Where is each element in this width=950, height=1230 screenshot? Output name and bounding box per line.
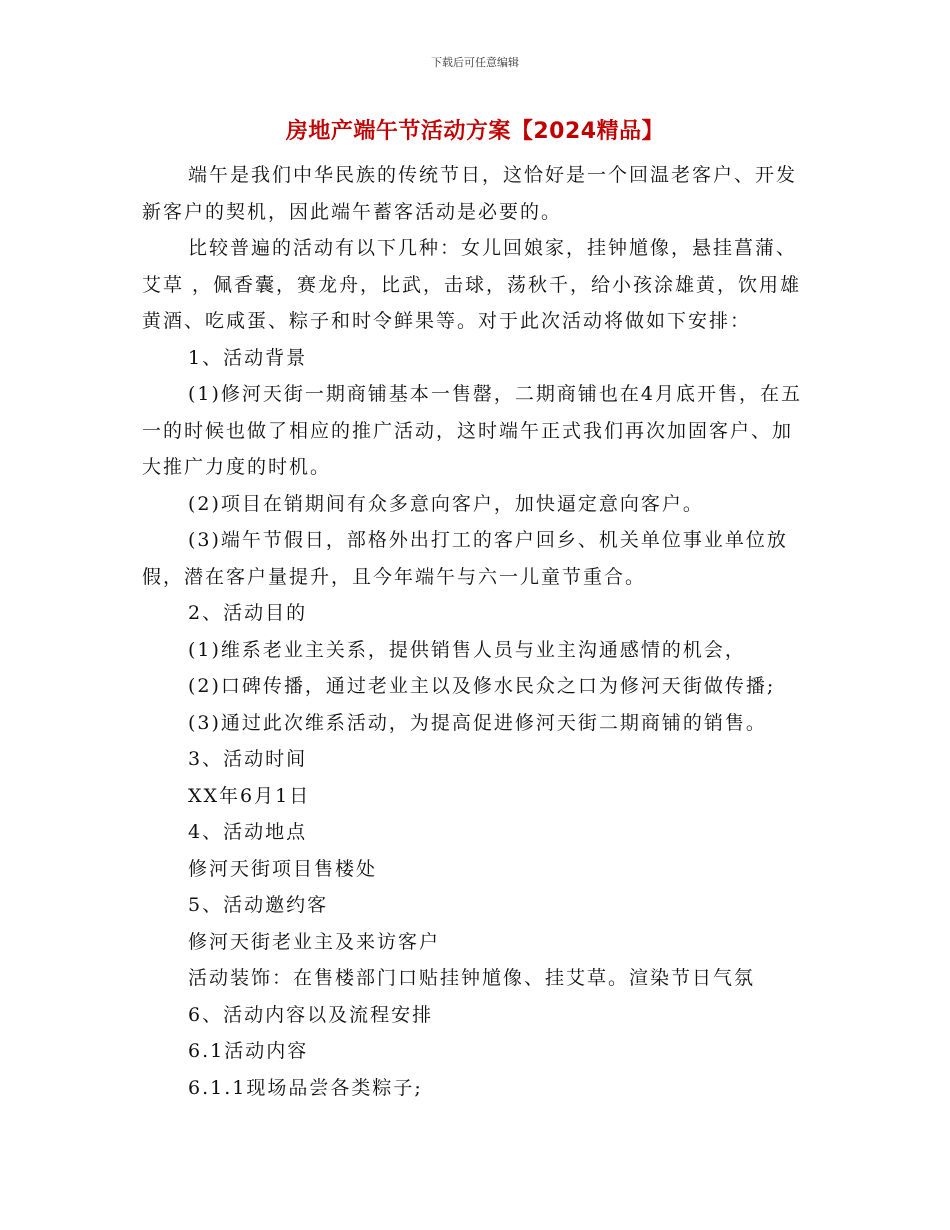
section-heading: 2、活动目的	[188, 602, 308, 624]
section-heading: 6、活动内容以及流程安排	[188, 1003, 434, 1026]
paragraph: 端午是我们中华民族的传统节日，这恰好是一个回温老客户、开发新客户的契机，因此端午蓄客活动是必要的。	[142, 164, 798, 223]
paragraph: (2)口碑传播，通过老业主以及修水民众之口为修河天街做传播;	[188, 675, 776, 697]
header-note: 下载后可任意编辑	[431, 56, 519, 69]
section-heading: 3、活动时间	[188, 748, 308, 770]
section-heading: 5、活动邀约客	[188, 894, 329, 916]
paragraph: (1)维系老业主关系，提供销售人员与业主沟通感情的机会，	[188, 638, 746, 661]
document-title: 房地产端午节活动方案【2024精品】	[285, 119, 665, 144]
paragraph: XX年6月1日	[188, 784, 311, 807]
paragraph: 比较普遍的活动有以下几种：女儿回娘家，挂钟馗像，悬挂菖蒲、艾草 ，佩香囊，赛龙舟，比武，击球，荡秋千，给小孩涂雄黄，饮用雄黄酒、吃咸蛋、粽子和时令鲜果等。对于此次活动将做如下安排：	[142, 237, 802, 332]
paragraph: (3)端午节假日，部格外出打工的客户回乡、机关单位事业单位放假，潜在客户量提升，且今年端午与六一儿童节重合。	[142, 529, 788, 588]
paragraph: (2)项目在销期间有众多意向客户，加快逼定意向客户。	[188, 492, 704, 515]
paragraph: 活动装饰：在售楼部门口贴挂钟馗像、挂艾草。渲染节日气氛	[188, 967, 756, 989]
sub-heading: 6.1活动内容	[188, 1040, 309, 1062]
paragraph: 修河天街老业主及来访客户	[188, 930, 441, 953]
document-body	[142, 157, 808, 1106]
section-heading: 1、活动背景	[188, 346, 308, 369]
paragraph: (3)通过此次维系活动，为提高促进修河天街二期商铺的销售。	[188, 711, 767, 734]
paragraph: 6.1.1现场品尝各类粽子;	[188, 1076, 423, 1099]
paragraph: (1)修河天街一期商铺基本一售罄，二期商铺也在4月底开售，在五一的时候也做了相应的推广活动，这时端午正式我们再次加固客户、加大推广力度的时机。	[142, 383, 803, 478]
section-heading: 4、活动地点	[188, 821, 308, 843]
paragraph: 修河天街项目售楼处	[188, 857, 378, 880]
